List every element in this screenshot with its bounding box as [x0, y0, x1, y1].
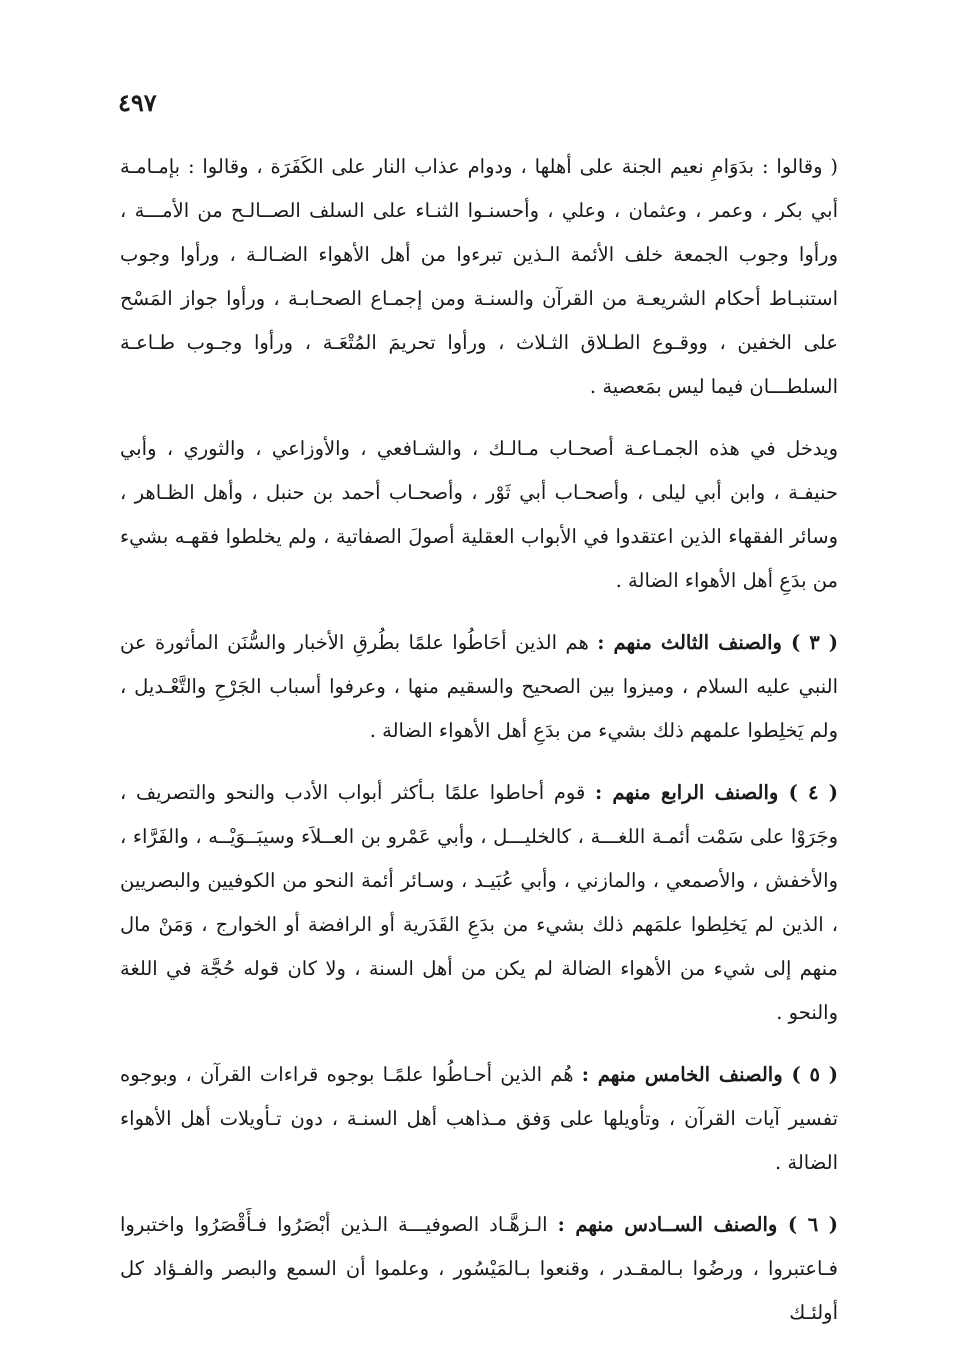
paragraph-text: قوم أحاطوا علمًا بـأكثر أبواب الأدب والنحو والتصريف ، وجَرَوْا على سَمْت أئمـة اللغـــة ، كالخليـــل ، وأبي عَمْرو بن العــلاَء وسيبَــوَيْــه ، والفَرَّاء ، والأخفش ، والأصمعي ، والمازني ، وأبي عُبَيـد ، وسـائر أئمة النحو من الكوفيين والبصريين ، الذين لم يَخلِطوا علمَهم ذلك بشيء من بدَعِ القَدَرية أو الرافضة أو الخوارج ، وَمَنْ مال منهم إلى شيء من الأهواء الضالة لم يكن من أهل السنة ، ولا كان قوله حُجَّة في اللغة والنحو .: [120, 781, 838, 1024]
body-text: [120, 145, 838, 1353]
paragraph-6: [120, 1203, 838, 1335]
paragraph-text: الـزهَّـاد الصوفيـــة الـذين أبْصَرُوا فـأَقْصَرُوا واختبروا فـاعتبروا ، ورضُوا بـالمقـدر ، وقنعوا بـالمَيْسُور ، وعلموا أن السمع والبصر والفـؤاد كل أولئـك: [120, 1213, 838, 1324]
paragraph-text: ويدخل في هذه الجمـاعـة أصحـاب مـالـك ، والشـافعي ، والأوزاعي ، والثوري ، وأبي حنيفـة ، وابن أبي ليلى ، وأصحـاب أبي ثَوْر ، وأصحـاب أحمد بن حنبل ، وأهل الظـاهر ، وسائر الفقهاء الذين اعتقدوا في الأبواب العقلية أصولَ الصفاتية ، ولم يخلطوا فقهـه بشيء من بدَعِ أهل الأهواء الضالة .: [120, 437, 838, 592]
paragraph-3: [120, 621, 838, 753]
paragraph-4: [120, 771, 838, 1035]
paragraph-text: هُم الذين أحـاطُوا علمًـا بوجوه قراءات القرآن ، وبوجوه تفسير آيات القرآن ، وتأويلها على وَفق مـذاهب أهل السنـة ، دون تـأويلات أهل الأهواء الضالة .: [120, 1063, 838, 1174]
paragraph-lead: ( ٦ ) والصنف الســادس منهم :: [557, 1213, 839, 1236]
paragraph-2: [120, 427, 838, 603]
paragraph-lead: ( ٥ ) والصنف الخامس منهم :: [581, 1063, 838, 1086]
paragraph-lead: ( ٣ ) والصنف الثالث منهم :: [597, 631, 838, 654]
paragraph-text: ( وقالوا : بدَوَامِ نعيم الجنة على أهلها ، ودوام عذاب النار على الكَفَرَة ، وقالوا : بإمـامـة أبي بكر ، وعمر ، وعثمان ، وعلي ، وأحسنـوا الثنـاء على السلف الصــالـح من الأمـــة ، ورأوا وجوب الجمعة خلف الأئمة الـذين تبرءوا من أهل الأهواء الضـالـة ، ورأوا وجوب استنبـاط أحكام الشريعـة من القرآن والسنـة ومن إجمـاع الصحـابـة ، ورأوا جواز المَسْح على الخفين ، ووقـوع الطـلاق الثـلاث ، ورأوا تحريمَ المُتْعَـة ، ورأوا وجـوب طـاعـة السلطـــان فيما ليس بمَعصية .: [120, 155, 838, 398]
paragraph-1: [120, 145, 838, 409]
page-number: ٤٩٧: [118, 88, 157, 117]
paragraph-5: [120, 1053, 838, 1185]
paragraph-lead: ( ٤ ) والصنف الرابع منهم :: [594, 781, 839, 804]
paragraph-text: هم الذين أحَاطُوا علمًا بطُرقِ الأخبار والسُّنَن المأثورة عن النبي عليه السلام ، وميزوا بين الصحيح والسقيم منها ، وعرفوا أسباب الجَرْحِ والتَّعْـديل ، ولم يَخلِطوا علمهم ذلك بشيء من بدَعِ أهل الأهواء الضالة .: [120, 631, 838, 742]
